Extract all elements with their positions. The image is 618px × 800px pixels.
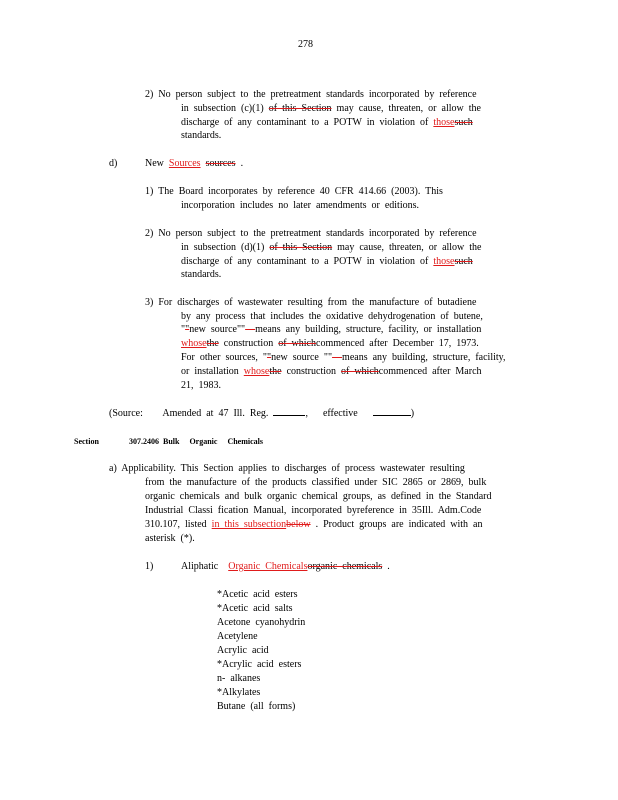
a-insertion: in this subsection <box>211 519 287 530</box>
d3-line-4 <box>181 337 479 351</box>
chemical-item: Butane (all forms) <box>217 701 296 712</box>
d2-text-1: No person subject to the pretreatment standards incorporated by reference <box>158 228 477 239</box>
d3-text-5b: new source "" <box>271 352 333 363</box>
d3-deletion-2: of which <box>278 338 316 349</box>
d-label: New <box>145 158 164 169</box>
chemical-item: Acrylic acid <box>217 645 269 656</box>
d3-number: 3) <box>145 297 154 308</box>
d1-text-1: The Board incorporates by reference 40 CFR 414.66 (2003). This <box>158 186 443 197</box>
d-heading <box>145 157 243 171</box>
c2-line-2 <box>181 102 481 116</box>
a1-deletion: organic chemicals <box>307 561 383 572</box>
d3-line-1 <box>145 296 476 310</box>
chemical-item: Acetone cyanohydrin <box>217 617 306 628</box>
d2-insertion: those <box>433 256 455 267</box>
d3-line-5 <box>181 351 506 365</box>
a-line-6: asterisk (*). <box>145 533 195 544</box>
d3-line-6 <box>181 365 482 379</box>
c2-text-2a: in subsection (c)(1) <box>181 103 264 114</box>
d3-text-3a: " <box>181 324 186 335</box>
a-text-5b: . Product groups are indicated with an <box>315 519 483 530</box>
c2-line-4: standards. <box>181 130 222 141</box>
section-number: 307.2406 <box>129 437 159 446</box>
d3-text-3b: new source"" <box>189 324 246 335</box>
a-text-5a: 310.107, listed <box>145 519 207 530</box>
c2-insertion: those <box>433 117 455 128</box>
d3-text-4b: construction <box>223 338 274 349</box>
chemical-item: *Acetic acid esters <box>217 589 298 600</box>
d2-deletion: of this Section <box>269 242 333 253</box>
d2-text-2b: may cause, threaten, or allow the <box>337 242 482 253</box>
c2-line-1 <box>145 88 477 102</box>
d1-line-2: incorporation includes no later amendments or editions. <box>181 200 419 211</box>
d3-deletion-4: of which <box>341 366 379 377</box>
c2-number: 2) <box>145 89 154 100</box>
d2-text-3a: discharge of any contaminant to a POTW in violation of <box>181 256 429 267</box>
d2-number: 2) <box>145 228 154 239</box>
d3-insertion: whose <box>181 338 207 349</box>
d3-deletion-3: the <box>269 366 282 377</box>
d2-line-3 <box>181 255 473 269</box>
d3-text-5a: For other sources, " <box>181 352 268 363</box>
chemical-item: Acetylene <box>217 631 258 642</box>
d-end: . <box>240 158 244 169</box>
section-title: Bulk Organic Chemicals <box>163 437 264 446</box>
a-line-2: from the manufacture of the products classified under SIC 2865 or 2869, bulk <box>145 477 487 488</box>
d3-text-1: For discharges of wastewater resulting from the manufacture of butadiene <box>158 297 477 308</box>
c2-text-1: No person subject to the pretreatment standards incorporated by reference <box>158 89 477 100</box>
source-close: ) <box>410 408 415 419</box>
d2-text-2a: in subsection (d)(1) <box>181 242 265 253</box>
d-letter: d) <box>109 158 118 169</box>
effective-date-blank <box>373 406 411 416</box>
d2-line-4: standards. <box>181 269 222 280</box>
d3-deletion-quote-2: " <box>267 352 272 363</box>
d3-text-6a: or installation <box>181 366 239 377</box>
a-deletion: below <box>286 519 311 530</box>
a1-end: . <box>387 561 390 572</box>
d2-line-2 <box>181 241 482 255</box>
a1-insertion: Organic Chemicals <box>228 561 308 572</box>
d-insertion: Sources <box>168 158 201 169</box>
chemical-item: n- alkanes <box>217 673 261 684</box>
c2-text-2b: may cause, threaten, or allow the <box>336 103 481 114</box>
d3-line-7: 21, 1983. <box>181 380 221 391</box>
section-label: Section <box>74 437 99 446</box>
d-deletion: sources <box>205 158 236 169</box>
chemical-item: *Acetic acid salts <box>217 603 293 614</box>
a1-heading <box>181 560 390 574</box>
c2-line-3 <box>181 116 473 130</box>
a-line-4: Industrial Classi fication Manual, incorporated byreference in 35Ill. Adm.Code <box>145 505 482 516</box>
a1-label: Aliphatic <box>181 561 219 572</box>
source-effective: effective <box>322 408 358 419</box>
c2-deletion: of this Section <box>268 103 332 114</box>
d1-line-1 <box>145 185 443 199</box>
a-line-3: organic chemicals and bulk organic chemical groups, as defined in the Standard <box>145 491 492 502</box>
d3-text-3c: means any building, structure, facility, or installation <box>255 324 482 335</box>
source-comma: , <box>305 408 308 419</box>
d2-line-1 <box>145 227 477 241</box>
d3-line-3 <box>181 323 481 337</box>
register-blank <box>273 406 305 416</box>
source-note <box>109 406 414 421</box>
a-line-5 <box>145 518 482 532</box>
source-text: Amended at 47 Ill. Reg. <box>162 408 269 419</box>
a1-number: 1) <box>145 561 154 572</box>
d2-deletion-2: such <box>454 256 473 267</box>
a-line-1: a) Applicability. This Section applies to discharges of process wastewater resulting <box>109 463 465 474</box>
d3-deletion-quote: " <box>185 324 190 335</box>
d1-number: 1) <box>145 186 154 197</box>
source-open: (Source: <box>109 408 143 419</box>
d3-deletion: the <box>206 338 219 349</box>
d3-text-5c: means any building, structure, facility, <box>342 352 506 363</box>
chemical-item: *Acrylic acid esters <box>217 659 302 670</box>
d3-insertion-2: whose <box>243 366 270 377</box>
d3-line-2: by any process that includes the oxidative dehydrogenation of butene, <box>181 311 483 322</box>
chemical-item: *Alkylates <box>217 687 261 698</box>
page-number: 278 <box>298 39 313 50</box>
c2-text-3a: discharge of any contaminant to a POTW in violation of <box>181 117 429 128</box>
d3-text-4c: commenced after December 17, 1973. <box>316 338 479 349</box>
d3-text-6b: construction <box>286 366 336 377</box>
d3-text-6c: commenced after March <box>378 366 482 377</box>
c2-deletion-2: such <box>454 117 473 128</box>
